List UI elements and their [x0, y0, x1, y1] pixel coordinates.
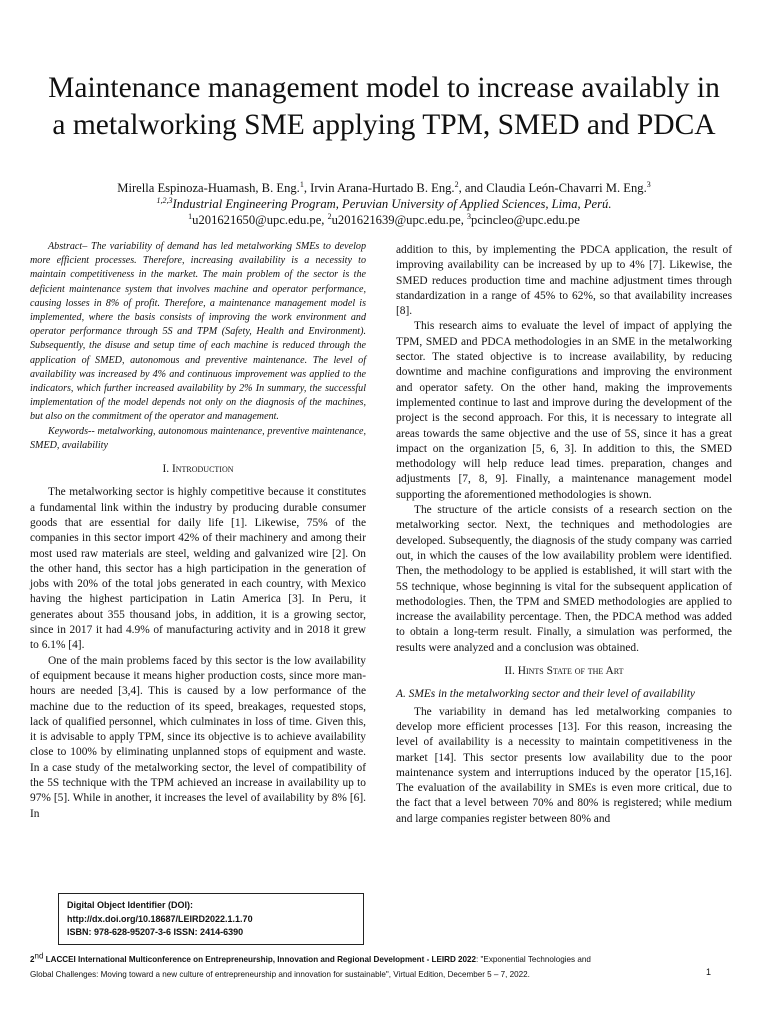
email-1-sup: 1: [188, 211, 193, 221]
keywords: Keywords-- metalworking, autonomous maintenance, preventive maintenance, SMED, availability: [30, 425, 366, 451]
affiliation: Industrial Engineering Program, Peruvian University of Applied Sciences, Lima, Perú.: [172, 197, 612, 211]
footer-ordinal-sup: nd: [34, 951, 44, 961]
email-3: pcincleo@upc.edu.pe: [471, 213, 580, 227]
affiliation-sup: 1,2,3: [156, 195, 173, 205]
left-column: [30, 240, 366, 822]
right-paragraph-1: addition to this, by implementing the PDCA application, the result of improving availability can be increased by up to 4% [7]. Likewise, the SMED reduces production time and machine adjustment times through standardization in a range of 45% to 62%, so that availability increases [8].: [396, 244, 732, 318]
paper-title: Maintenance management model to increase availably in a metalworking SME applying TPM, SMED and PDCA: [48, 72, 720, 141]
email-2-sup: 2: [327, 211, 332, 221]
intro-paragraph-1: The metalworking sector is highly competitive because it constitutes a fundamental link within the industry by producing durable consumer goods that are essential for daily life [1]. Likewise, 75% of the companies in this sector import 42% of their machinery and among their most used raw materials are steel, welding and galvanized wire [2]. On the other hand, this sector has a high participation in the generation of jobs with 20% of the total jobs generated in each country, with Mexico having the highest participation in Latin America [3]. In Peru, it generates about 355 thousand jobs, in addition, it is a growing sector, since in 2017 it had 4.9% of manufacturing activity and in 2018 it grew to 6.1% [4].: [30, 486, 366, 652]
footer-line-1: [30, 952, 720, 967]
author-block: [40, 180, 728, 228]
email-2: u201621639@upc.edu.pe,: [331, 213, 468, 227]
author-3-sup: 3: [646, 179, 651, 189]
doi-link[interactable]: http://dx.doi.org/10.18687/LEIRD2022.1.1.70: [67, 913, 253, 924]
footer-ordinal: 2: [30, 955, 35, 964]
state-of-art-paragraph: The variability in demand has led metalworking companies to develop more efficient processes [13]. For this reason, increasing the level of availability is a necessity to maintain competitiveness in the market [14]. This sector presents low availability due to the poor maintenance system and interruptions induced by the operator [15,16]. The evaluation of the availability in SMEs is even more critical, due to the fact that a level between 70% and 80% is registered; while medium and large companies register between 80% and: [396, 705, 732, 825]
doi-box: [58, 893, 364, 945]
right-paragraph-2: This research aims to evaluate the level of impact of applying the TPM, SMED and PDCA methodologies in an SME in the metalworking sector. The stated objective is to increase availability, by reducing downtime and machine configurations and improving the environment and operator safety. On the other hand, making the improvements implemented continue to last and improve during the development of the project is the second approach. For this, it is necessary to integrate all areas towards the same objective and the use of 5S, since it has a great impact on the organization [5, 6, 3]. In addition to this, the SMED methodology will help reduce lead times. preparation, changes and adjustments [7, 8, 9]. Finally, a maintenance management model supporting the aforementioned methodologies is shown.: [396, 320, 732, 501]
email-1: u201621650@upc.edu.pe,: [192, 213, 328, 227]
author-1-sup: 1: [299, 179, 304, 189]
author-2: , Irvin Arana-Hurtado B. Eng.: [303, 181, 455, 195]
email-3-sup: 3: [467, 211, 472, 221]
doi-label: Digital Object Identifier (DOI):: [67, 900, 194, 910]
author-3: , and Claudia León-Chavarri M. Eng.: [458, 181, 647, 195]
conference-footer: [30, 952, 720, 982]
subsection-heading-a: A. SMEs in the metalworking sector and their level of availability: [396, 688, 695, 701]
footer-theme: : "Exponential Technologies and: [476, 955, 591, 964]
right-paragraph-3: The structure of the article consists of a research section on the metalworking sector. Next, the techniques and methodologies are developed. Subsequently, the diagnosis of the study company was carried out, in which the causes of the low availability problem were identified. Then, the methodology to be applied is established, it will start with the 5S technique, whose beginning is vital for the subsequent application of methodologies. Then, the TPM and SMED methodologies are applied to increase the availability percentage. Then, the PDCA method was added to obtain a long-term result. Finally, a simulation was performed, the results were analyzed and a conclusion was obtained.: [396, 504, 732, 654]
footer-conference-name: LACCEI International Multiconference on Entrepreneurship, Innovation and Regional Development - LEIRD 2022: [43, 955, 477, 964]
email-line: [40, 212, 728, 228]
author-line: [40, 180, 728, 196]
isbn-issn: ISBN: 978-628-95207-3-6 ISSN: 2414-6390: [67, 927, 244, 937]
footer-line-2: Global Challenges: Moving toward a new culture of entrepreneurship and innovation for sustainable", Virtual Edition, December 5 – 7, 2022.: [30, 970, 530, 979]
abstract: Abstract– The variability of demand has led metalworking SMEs to develop more efficient processes. Therefore, increasing availability is a necessity to maintain competitiveness in the market. The main problem of the sector is the deficient maintenance system that involves machine and operator performance, causing losses in 8% of profit. Therefore, a maintenance management model is implemented, where the basis consists of improving the work environment and operator performance through 5S and TPM (Safety, Health and Environment). Subsequently, the disuse and setup time of each machine is reduced through the application of SMED, autonomous and preventive maintenance. The level of availability was increased by 4% and continuous improvement was applied to the indicators, which further increased availability by 2% In summary, the successful implementation of the model depends not only on the diagnosis of the machines, but also on the commitment of the operator and management.: [30, 241, 366, 423]
section-heading-state-of-art: II. Hints State of the Art: [504, 665, 624, 678]
section-heading-introduction: I. Introduction: [162, 463, 234, 476]
page-number: 1: [706, 967, 712, 977]
author-1: Mirella Espinoza-Huamash, B. Eng.: [117, 181, 300, 195]
affiliation-line: [40, 196, 728, 212]
author-2-sup: 2: [454, 179, 459, 189]
intro-paragraph-2: One of the main problems faced by this sector is the low availability of equipment because it means higher production costs, since more man-hours are needed [3,4]. This is caused by a low performance of the machine due to the reduction of its speed, breakages, requested stops, lack of qualified personnel, which culminates in loss of time. Given this, it is advisable to apply TPM, since its objective is to achieve availability close to 100% by eliminating unplanned stops of equipment and waste. In a case study of the metalworking sector, the level of compatibility of the 5S technique with the TPM achieved an increase in availability up to 97% [5]. While in another, it increases the level of availability by 8% [6]. In: [30, 654, 366, 820]
right-column: [396, 243, 732, 827]
